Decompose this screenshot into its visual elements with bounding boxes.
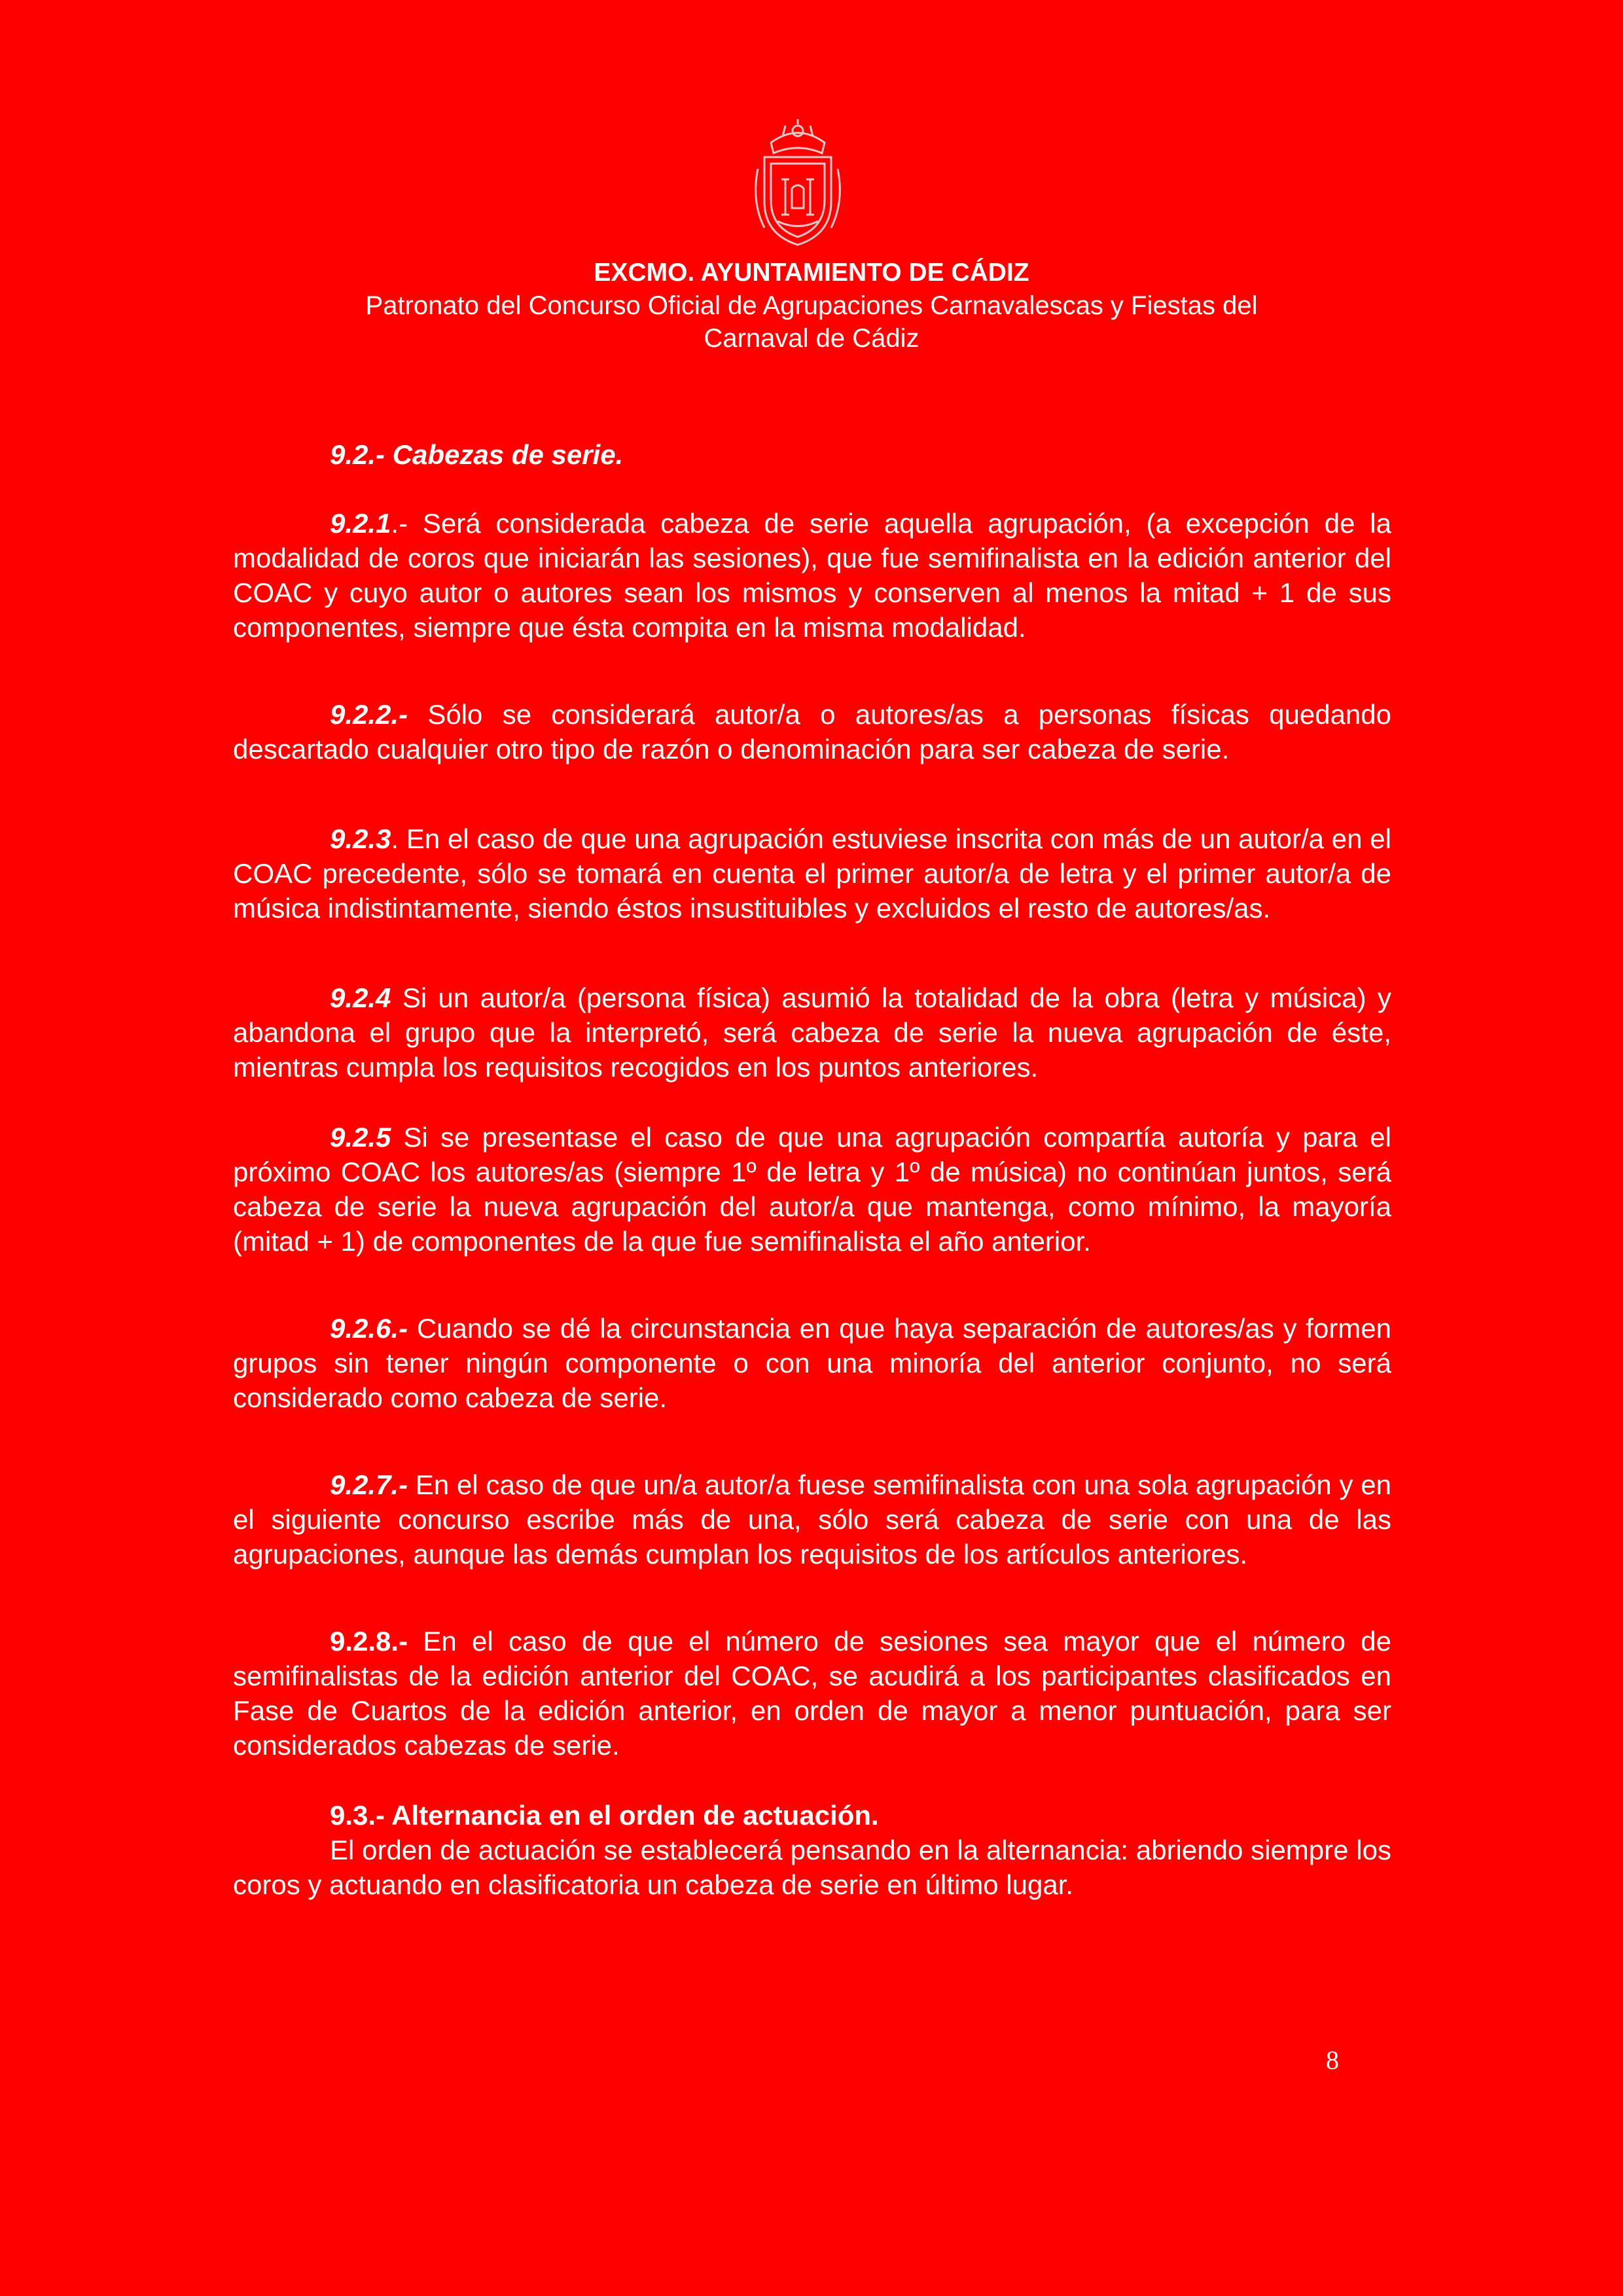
clause-number: 9.2.1 [330, 508, 391, 539]
clause-number: 9.2.7.- [330, 1469, 408, 1500]
clause-9-2-3 [233, 821, 1391, 925]
clause-9-2-1 [233, 506, 1391, 645]
clause-text: Sólo se considerará autor/a o autores/as a personas físicas quedando descartado cualquier otro tipo de razón o denominación para ser cabeza de serie. [233, 699, 1391, 764]
clause-9-2-7 [233, 1467, 1391, 1571]
clause-number: 9.2.8.- [330, 1626, 408, 1657]
organization-subtitle-line2: Carnaval de Cádiz [704, 324, 919, 353]
clause-9-2-6 [233, 1311, 1391, 1415]
clause-9-2-8 [233, 1624, 1391, 1763]
clause-text: . En el caso de que una agrupación estuviese inscrita con más de un autor/a en el COAC precedente, sólo se tomará en cuenta el primer autor/a de letra y el primer autor/a de música indistintamente, siendo éstos insustituibles y excluidos el resto de autores/as. [233, 823, 1391, 924]
coat-of-arms-seal [745, 117, 851, 249]
clause-number: 9.2.3 [330, 823, 391, 854]
organization-subtitle-line1: Patronato del Concurso Oficial de Agrupaciones Carnavalescas y Fiestas del [365, 291, 1258, 320]
clause-text: Si un autor/a (persona física) asumió la totalidad de la obra (letra y música) y abandona el grupo que la interpretó, será cabeza de serie la nueva agrupación de éste, mientras cumpla los requisitos recogidos en los puntos anteriores. [233, 982, 1391, 1083]
clause-9-2-2 [233, 697, 1391, 766]
clause-number: 9.2.6.- [330, 1313, 408, 1344]
organization-name: EXCMO. AYUNTAMIENTO DE CÁDIZ [594, 259, 1029, 287]
clause-number: 9.2.4 [330, 982, 391, 1013]
clause-9-2-5 [233, 1120, 1391, 1259]
section-title-9-2: 9.2.- Cabezas de serie. [330, 439, 624, 470]
clause-number: 9.2.2.- [330, 699, 408, 730]
clause-text: Cuando se dé la circunstancia en que haya separación de autores/as y formen grupos sin tener ningún componente o con una minoría del anterior conjunto, no será considerado como cabeza de serie. [233, 1313, 1391, 1413]
letterhead [0, 257, 1623, 355]
clause-text: En el caso de que un/a autor/a fuese semifinalista con una sola agrupación y en el siguiente concurso escribe más de una, sólo será cabeza de serie con una de las agrupaciones, aunque las demás cumplan los requisitos de los artículos anteriores. [233, 1469, 1391, 1570]
section-title-9-3: 9.3.- Alternancia en el orden de actuación. [330, 1800, 879, 1831]
page-number: 8 [1326, 2045, 1339, 2075]
document-body [233, 437, 1391, 1902]
clause-number: 9.2.5 [330, 1122, 391, 1153]
clause-text: .- Será considerada cabeza de serie aquella agrupación, (a excepción de la modalidad de coros que iniciarán las sesiones), que fue semifinalista en la edición anterior del COAC y cuyo autor o autores sean los mismos y conserven al menos la mitad + 1 de sus componentes, siempre que ésta compita en la misma modalidad. [233, 508, 1391, 643]
clause-text: Si se presentase el caso de que una agrupación compartía autoría y para el próximo COAC los autores/as (siempre 1º de letra y 1º de música) no continúan juntos, será cabeza de serie la nueva agrupación del autor/a que mantenga, como mínimo, la mayoría (mitad + 1) de componentes de la que fue semifinalista el año anterior. [233, 1122, 1391, 1257]
section-9-3-text: El orden de actuación se establecerá pensando en la alternancia: abriendo siempre los coros y actuando en clasificatoria un cabeza de serie en último lugar. [233, 1835, 1391, 1900]
clause-text: En el caso de que el número de sesiones sea mayor que el número de semifinalistas de la edición anterior del COAC, se acudirá a los participantes clasificados en Fase de Cuartos de la edición anterior, en orden de mayor a menor puntuación, para ser considerados cabezas de serie. [233, 1626, 1391, 1761]
clause-9-2-4 [233, 980, 1391, 1085]
